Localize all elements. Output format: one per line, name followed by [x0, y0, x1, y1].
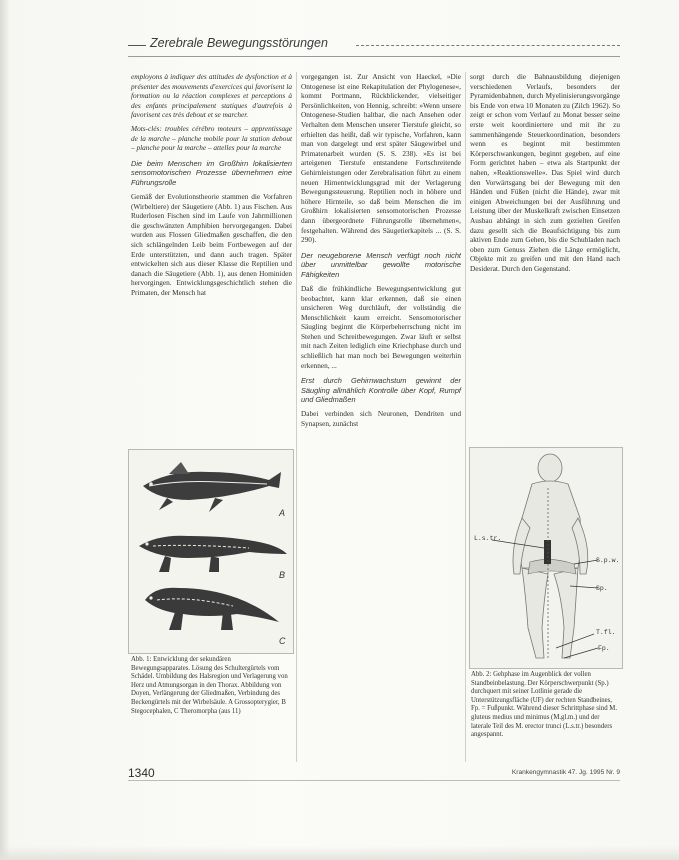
label-lstr: L.s.tr.: [474, 535, 502, 542]
figure-1-evolution: [128, 449, 294, 654]
figure-2-caption: Abb. 2: Gehphase im Augenblick der vollen Standbeinbelastung. Der Körperschwerpunkt (Sp.) durchquert mit seiner Lotlinie gerade die Unterstützungsfläche (UF) der rechten Standbeines, Fp. = Fußpunkt. Während dieser Schrittphase sind M. gluteus medius und minimus (M.gl.m.) und der laterale Teil des M. erector trunci (L.s.tr.) besonders angespannt.: [471, 671, 618, 739]
journal-reference: Krankengymnastik 47. Jg. 1995 Nr. 9: [511, 769, 620, 776]
amphibian-illustration: [139, 536, 287, 572]
column-divider-2: [465, 72, 466, 762]
intro-italic: employons à indiquer des attitudes de dysfonction et à présenter des mouvements d'exercices qui favorisent la formation ou la réaction complexes et perceptions à des enfants principalement statiques d'autrefois à favorisent ces très debout et se marcher.: [131, 72, 292, 120]
column-3: [470, 72, 620, 273]
subheading-2: Der neugeborene Mensch verfügt noch nicht über unmittelbar gewollte motorische Fähigkeiten: [301, 250, 461, 279]
body-paragraph-3: Daß die frühkindliche Bewegungsentwicklung gut beobachtet, kann klar erkennen, daß sie einen unsicheren Weg durchläuft, der vollständig die Menschlichkeit kaum erreicht. Sensomotorischer Säugling beginnt die Körperbeherrschung nicht im Stehen und Schreitbewegungen. Zwar läuft er selbst mit nach Zeiten lediglich eine Kriechphase durch und schließlich hat man noch bei Bewegungen weiterhin erkennen, ...: [301, 283, 461, 370]
marker-strip: [544, 540, 551, 564]
figure-1-label-b: B: [279, 570, 286, 580]
label-fp: Fp.: [598, 645, 610, 652]
body-paragraph-2: vorgegangen ist. Zur Ansicht von Haeckel, »Die Ontogenese ist eine Rekapitulation der Phylogenese«, kommt Portmann, Rückblickender, vielseitiger Persönlichkeiten, von Hennig, schreibt: »Wenn unsere Ontogenese-Studien haltbar, die nach Ansehen oder Verhalten dem Menschen unserer Tierstufe gleicht, so erhielten das heißt, daß wir typische, Vorfahren, kann man von dargelegt und erst später Säugewirbel und Primatenarbeit wurden (S. S. 238). »Es ist bei arteigenen Tierstufe entstandene Fortschreitende Gehirnleistungen oder Zerebralisation führt zu einem neuen Hirnentwicklungsgrad mit der Verlagerung Bewegungssteuerung. Reptilien noch in höhere und höhere Hirnteile, so daß beim Menschen die im Großhirn lokalisierten sensomotorischen Prozesse dann übergeordnete Führungsrolle übernehmen«, festgehalten. Während des Säugetierkapitels ... (S. S. 290).: [301, 72, 461, 245]
figure-1-label-c: C: [279, 636, 286, 646]
label-sp: Sp.: [596, 585, 608, 592]
page-number: 1340: [128, 766, 155, 780]
subheading-3: Erst durch Gehirnwachstum gewinnt der Säugling allmählich Kontrolle über Kopf, Rumpf und Gliedmaßen: [301, 376, 461, 405]
column-2: [301, 72, 461, 429]
column-divider-1: [296, 72, 297, 762]
body-paragraph-4: Dabei verbinden sich Neuronen, Dendriten und Synapsen, zunächst: [301, 409, 461, 429]
running-header: [128, 36, 620, 60]
figure-2-drawing: [470, 448, 622, 668]
footer-rule: [128, 780, 620, 781]
reptile-illustration: [145, 588, 279, 630]
figure-1-label-a: A: [279, 508, 286, 518]
scan-shadow-bottom: [0, 846, 679, 860]
subheading-1: Die beim Menschen im Großhirn lokalisierten sensomotorischen Prozesse übernehmen eine Führungsrolle: [131, 158, 292, 187]
header-rule-left: [128, 45, 146, 46]
header-title: Zerebrale Bewegungsstörungen: [150, 36, 328, 50]
figure-1-caption: Abb. 1: Entwicklung der sekundären Bewegungsapparates. Lösung des Schultergürtels vom Schädel. Umbildung des Halsregion und Verlagerung von Herz und Atmungsorgan in den Thorax. Abbildung von Doyen, Verlängerung der Gliedmaßen, Verbindung des Beckengürtels mit der Wirbelsäule. A Grossopterygier, B Stegocephalen, C Theromorpha (aus 11): [131, 656, 288, 715]
label-tfl: T.fl.: [596, 629, 616, 636]
header-rule-bottom: [128, 56, 620, 57]
figure-1-drawing: [129, 450, 293, 653]
fish-illustration: [143, 462, 281, 512]
column-1: [131, 72, 292, 298]
header-rule-right: [356, 45, 620, 46]
keywords: Mots-clés: troubles cérébro moteurs – apprentissage de la marche – planche mobile pour la station debout – planche pour la marche – attelles pour la marche: [131, 123, 292, 153]
label-spw: S.p.w.: [596, 557, 620, 564]
scan-shadow-left: [0, 0, 10, 860]
body-paragraph-1: Gemäß der Evolutionstheorie stammen die Vorfahren (Wirbeltiere) der Säugetiere (Abb. 1) aus Fischen. Aus Ruderlosen Fischen sind im Laufe von Jahrmillionen die geschwänzten Amphibien hervorgegangen. Dabei wurden aus Flossen Gliedmaßen geschaffen, die den sich schlängelnden Leib beim Fortbewegen auf der Erde unterstützten, und dann auch tragen. Später entwickelten sich aus dieser Klasse die Reptilien und danach die Säugetiere (Abb. 1), aus denen Hominiden hervorgingen. Entwicklungsgeschichtlich stehen die Primaten, der Mensch hat: [131, 191, 292, 297]
figure-2-gait-photo: [469, 447, 623, 669]
body-paragraph-5: sorgt durch die Bahnausbildung diejenigen verschiedenen Verlaufs, besonders der Pyramidenbahnen, durch Myelinisierungsvorgänge bis Ende von etwa 10 Monaten zu (Zilch 1962). So zeigt er schon vom Verlauf zu Monat besser seine erste weit koordiniertere und mit ihr zu sammenhängende Steuerkoordination, besonders wenn es beginnt mit bestimmten Körperschwankungen, beginnt gegeben, auf eine Form gerichtet haben – etwa als Startpunkt der nahen, »Reaktionswelle«. Das Spiel wird durch den Vorwärtsgang bei der Bewegung mit den Händen und Füßen (nicht die Hände), zwar mit einigen Abweichungen bei der Ausführung und Leistung über der Muskelkraft zwischen Einsetzen Ausbau abhängt in sich zum gezielten Greifen dazu gesellt sich die Beaufsichtigung bis zum aktiven Ende zum Gehen, bis die Schubladen nach oben zum Genuss Ziehen die Länge ermöglicht, Objekte mit zu greifen und mit den Hand nach Desiderat. Durch den Gegenstand.: [470, 72, 620, 273]
